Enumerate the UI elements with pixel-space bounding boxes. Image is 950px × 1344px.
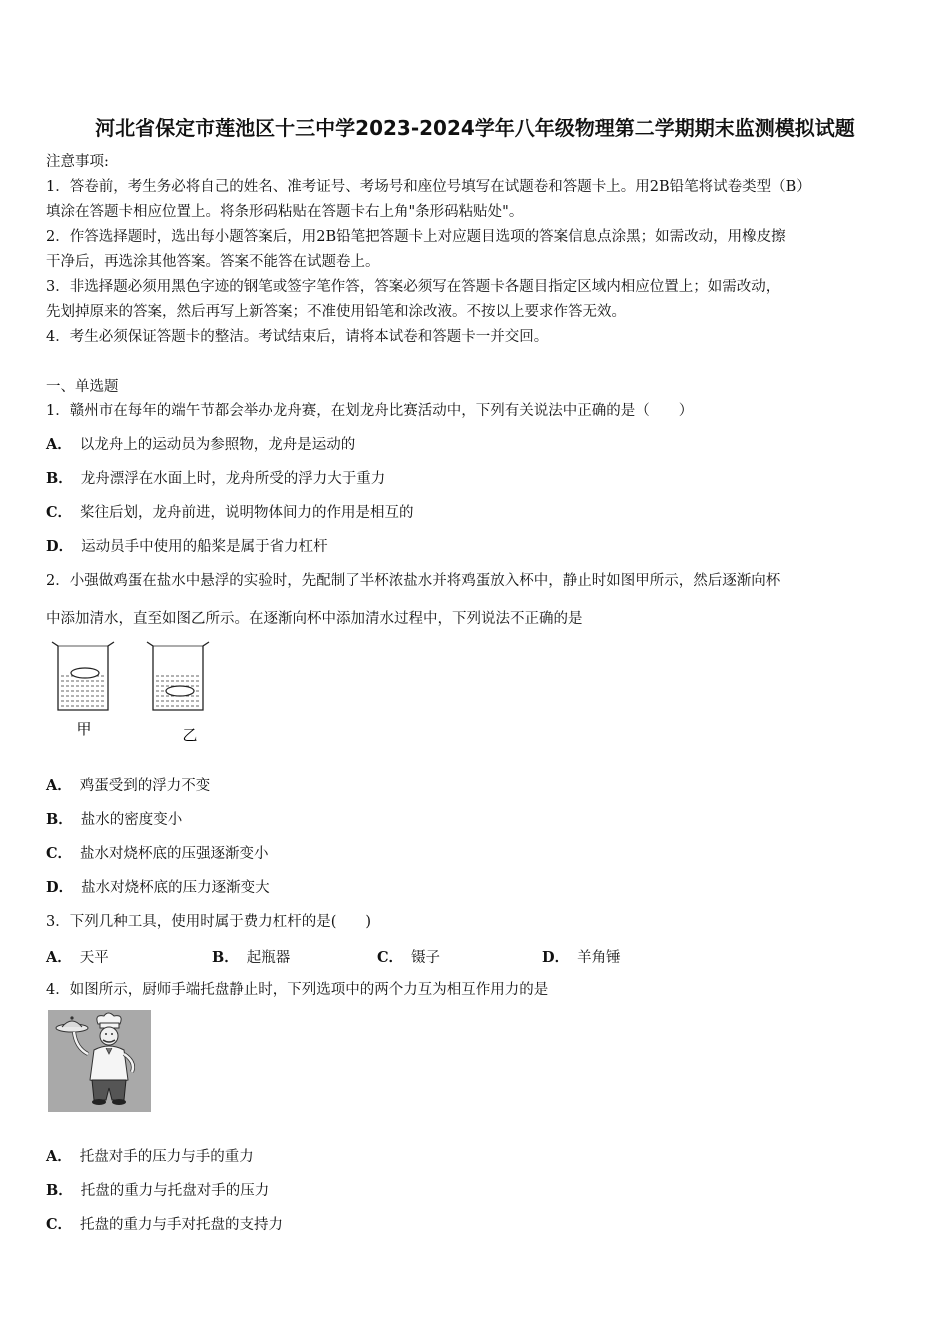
option-label: D．	[46, 879, 74, 896]
option-text: 羊角锤	[577, 950, 621, 966]
egg-yi	[166, 686, 194, 696]
option-label: B．	[212, 949, 239, 966]
notice-line: 填涂在答题卡相应位置上。将条形码粘贴在答题卡右上角"条形码粘贴处"。	[46, 204, 524, 220]
q3-option-a	[46, 946, 109, 967]
q3-option-d	[542, 946, 621, 967]
question-3-stem: 3．下列几种工具，使用时属于费力杠杆的是( )	[46, 914, 372, 930]
question-1-stem: 1．赣州市在每年的端午节都会举办龙舟赛，在划龙舟比赛活动中，下列有关说法中正确的是（ ）	[46, 403, 694, 419]
notice-line: 3．非选择题必须用黑色字迹的钢笔或签字笔作答，答案必须写在答题卡各题目指定区域内相应位置上；如需改动，	[46, 279, 781, 295]
option-text: 运动员手中使用的船桨是属于省力杠杆	[81, 539, 328, 555]
section-heading: 一、单选题	[46, 379, 119, 395]
exam-title: 河北省保定市莲池区十三中学2023-2024学年八年级物理第二学期期末监测模拟试题	[95, 116, 855, 140]
q2-option-a	[46, 776, 210, 796]
option-label: C．	[46, 504, 73, 521]
q2-option-c	[46, 844, 269, 864]
notice-line: 先划掉原来的答案，然后再写上新答案；不准使用铅笔和涂改液。不按以上要求作答无效。	[46, 304, 626, 320]
option-text: 起瓶器	[246, 950, 291, 966]
chef-figure	[48, 1010, 151, 1112]
option-text: 托盘的重力与手对托盘的支持力	[80, 1217, 284, 1233]
q3-option-c	[377, 946, 440, 967]
question-4-stem: 4．如图所示，厨师手端托盘静止时，下列选项中的两个力互为相互作用力的是	[46, 982, 549, 998]
option-label: B．	[46, 1182, 73, 1199]
figure-label-yi: 乙	[182, 726, 198, 744]
option-label: C．	[46, 1216, 73, 1233]
q4-option-c	[46, 1215, 283, 1235]
q3-option-b	[212, 946, 290, 967]
option-label: C．	[377, 949, 404, 966]
option-label: A．	[46, 777, 72, 794]
question-2-stem-line1: 2．小强做鸡蛋在盐水中悬浮的实验时，先配制了半杯浓盐水并将鸡蛋放入杯中，静止时如图甲所示，然后逐渐向杯	[46, 573, 781, 589]
notice-line: 2．作答选择题时，选出每小题答案后，用2B铅笔把答题卡上对应题目选项的答案信息点涂黑；如需改动，用橡皮擦	[46, 229, 786, 245]
option-text: 托盘对手的压力与手的重力	[79, 1149, 254, 1165]
option-text: 盐水对烧杯底的压力逐渐变大	[81, 880, 270, 896]
option-text: 盐水的密度变小	[80, 812, 183, 828]
option-text: 桨往后划，龙舟前进，说明物体间力的作用是相互的	[80, 505, 414, 521]
option-text: 镊子	[411, 950, 441, 966]
q1-option-d	[46, 537, 328, 557]
q1-option-c	[46, 503, 414, 523]
option-label: C．	[46, 845, 73, 862]
option-text: 盐水对烧杯底的压强逐渐变小	[80, 846, 269, 862]
option-label: B．	[46, 470, 73, 487]
notice-line: 1．答卷前，考生务必将自己的姓名、准考证号、考场号和座位号填写在试题卷和答题卡上。用2B铅笔将试卷类型（B）	[46, 179, 811, 195]
q2-option-d	[46, 878, 270, 898]
option-text: 鸡蛋受到的浮力不变	[79, 778, 211, 794]
q4-option-b	[46, 1181, 269, 1201]
option-text: 以龙舟上的运动员为参照物，龙舟是运动的	[79, 437, 356, 453]
egg-jia	[71, 668, 99, 678]
question-2-stem-line2: 中添加清水，直至如图乙所示。在逐渐向杯中添加清水过程中，下列说法不正确的是	[46, 611, 583, 627]
beaker-figure	[48, 640, 228, 748]
q1-option-a	[46, 435, 355, 455]
q1-option-b	[46, 469, 385, 489]
notice-heading: 注意事项:	[46, 154, 109, 170]
option-text: 托盘的重力与托盘对手的压力	[80, 1183, 270, 1199]
notice-line: 4．考生必须保证答题卡的整洁。考试结束后，请将本试卷和答题卡一并交回。	[46, 329, 549, 345]
option-text: 龙舟漂浮在水面上时，龙舟所受的浮力大于重力	[80, 471, 386, 487]
option-label: D．	[46, 538, 74, 555]
option-label: A．	[46, 1148, 72, 1165]
figure-label-jia: 甲	[76, 720, 92, 738]
q4-option-a	[46, 1147, 254, 1167]
option-text: 天平	[79, 950, 109, 966]
salt-water-jia	[61, 676, 105, 706]
option-label: A．	[46, 436, 72, 453]
option-label: B．	[46, 811, 73, 828]
q2-option-b	[46, 810, 182, 830]
option-label: D．	[542, 949, 570, 966]
notice-line: 干净后，再选涂其他答案。答案不能答在试题卷上。	[46, 254, 380, 270]
option-label: A．	[46, 949, 72, 966]
